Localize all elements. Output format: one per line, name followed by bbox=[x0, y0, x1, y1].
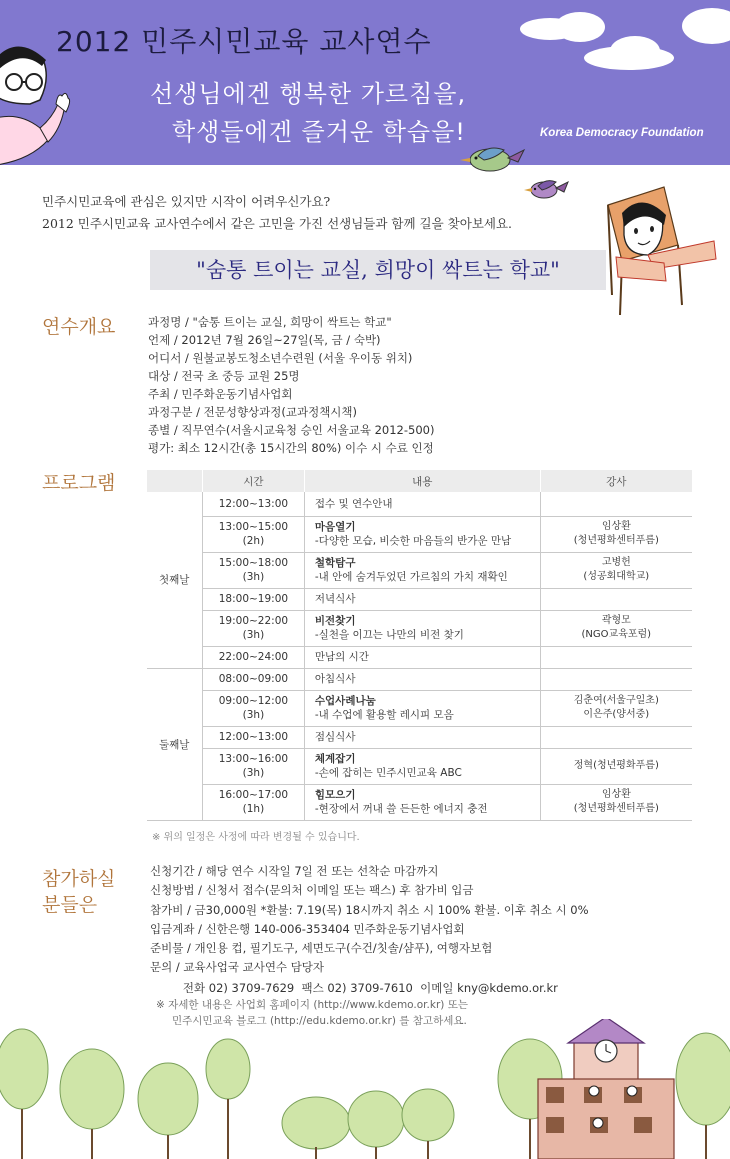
column-header-lecturer: 강사 bbox=[540, 470, 692, 492]
overview-line: 평가: 최소 12시간(총 15시간의 80%) 이수 시 수료 인정 bbox=[148, 441, 434, 455]
theme-quote: "숨통 트이는 교실, 희망이 싹트는 학교" bbox=[150, 250, 606, 290]
time-cell: 13:00~16:00 (3h) bbox=[202, 748, 304, 784]
slogan-line-1: 선생님에겐 행복한 가르침을, bbox=[150, 80, 467, 108]
participants-details bbox=[150, 862, 589, 998]
cloud-illustration bbox=[555, 12, 605, 42]
student-at-desk-illustration bbox=[604, 185, 724, 325]
content-cell: 수업사례나눔 -내 수업에 활용할 레시피 모음 bbox=[304, 690, 540, 726]
lecturer-cell bbox=[540, 646, 692, 668]
table-row bbox=[147, 668, 693, 690]
lecturer-cell bbox=[540, 588, 692, 610]
page-title: 2012 민주시민교육 교사연수 bbox=[56, 25, 432, 58]
table-row bbox=[147, 516, 693, 552]
lecturer-cell: 곽형모 (NGO교육포럼) bbox=[540, 610, 692, 646]
lecturer-cell: 임상환 (청년평화센터푸름) bbox=[540, 516, 692, 552]
content-cell: 저녁식사 bbox=[304, 588, 540, 610]
overview-line: 과정명 / "숨통 트이는 교실, 희망이 싹트는 학교" bbox=[148, 315, 392, 329]
content-cell: 아침식사 bbox=[304, 668, 540, 690]
overview-line: 언제 / 2012년 7월 26일~27일(목, 금 / 숙박) bbox=[148, 333, 381, 347]
participants-line: 문의 / 교육사업국 교사연수 담당자 bbox=[150, 960, 325, 975]
cloud-illustration bbox=[610, 36, 660, 66]
content-cell: 마음열기 -다양한 모습, 비슷한 마음들의 반가운 만남 bbox=[304, 516, 540, 552]
header-banner bbox=[0, 0, 730, 165]
overview-line: 과정구분 / 전문성향상과정(교과정책시책) bbox=[148, 405, 358, 419]
lecturer-cell: 정혁(청년평화푸름) bbox=[540, 748, 692, 784]
day-label: 둘째날 bbox=[147, 668, 203, 820]
cloud-illustration bbox=[682, 8, 730, 44]
time-cell: 16:00~17:00 (1h) bbox=[202, 784, 304, 820]
lecturer-cell: 김춘여(서울구일초) 이은주(양서중) bbox=[540, 690, 692, 726]
bird-illustration bbox=[522, 176, 570, 206]
content-cell: 점심식사 bbox=[304, 726, 540, 748]
time-cell: 08:00~09:00 bbox=[202, 668, 304, 690]
table-row bbox=[147, 646, 693, 668]
slogan-line-2: 학생들에겐 즐거운 학습을! bbox=[172, 118, 466, 146]
time-cell: 09:00~12:00 (3h) bbox=[202, 690, 304, 726]
lecturer-cell bbox=[540, 726, 692, 748]
content-cell: 만남의 시간 bbox=[304, 646, 540, 668]
time-cell: 22:00~24:00 bbox=[202, 646, 304, 668]
contact-line: 전화 02) 3709-7629 팩스 02) 3709-7610 이메일 kny@kdemo.or.kr bbox=[150, 980, 558, 995]
participants-heading-line-2: 분들은 bbox=[42, 894, 98, 916]
table-row bbox=[147, 610, 693, 646]
participants-line: 준비물 / 개인용 컵, 필기도구, 세면도구(수건/칫솔/샴푸), 여행자보험 bbox=[150, 941, 493, 956]
brand-logo-text: Korea Democracy Foundation bbox=[540, 127, 704, 139]
lecturer-cell: 임상환 (청년평화센터푸름) bbox=[540, 784, 692, 820]
overview-details bbox=[148, 313, 434, 457]
day-label: 첫째날 bbox=[147, 492, 203, 668]
table-row bbox=[147, 588, 693, 610]
intro-line-1: 민주시민교육에 관심은 있지만 시작이 어려우신가요? bbox=[42, 194, 331, 209]
table-row bbox=[147, 552, 693, 588]
overview-heading: 연수개요 bbox=[42, 316, 116, 338]
lecturer-cell bbox=[540, 492, 692, 516]
participants-heading-line-1: 참가하실 bbox=[42, 868, 116, 890]
overview-line: 주최 / 민주화운동기념사업회 bbox=[148, 387, 293, 401]
footer-note-line-1: ※ 자세한 내용은 사업회 홈페이지 (http://www.kdemo.or.kr) 또는 bbox=[156, 999, 468, 1011]
intro-line-2: 2012 민주시민교육 교사연수에서 같은 고민을 가진 선생님들과 함께 길을 찾아보세요. bbox=[42, 216, 513, 231]
column-header-time: 시간 bbox=[202, 470, 304, 492]
time-cell: 12:00~13:00 bbox=[202, 726, 304, 748]
participants-line: 신청기간 / 해당 연수 시작일 7일 전 또는 선착순 마감까지 bbox=[150, 864, 439, 878]
overview-line: 어디서 / 원불교봉도청소년수련원 (서울 우이동 위치) bbox=[148, 351, 413, 365]
time-cell: 12:00~13:00 bbox=[202, 492, 304, 516]
participants-heading bbox=[42, 866, 115, 918]
participants-line: 입금계좌 / 신한은행 140-006-353404 민주화운동기념사업회 bbox=[150, 921, 465, 936]
table-row bbox=[147, 690, 693, 726]
lecturer-cell bbox=[540, 668, 692, 690]
program-schedule-table bbox=[146, 470, 692, 821]
content-cell: 접수 및 연수안내 bbox=[304, 492, 540, 516]
table-row bbox=[147, 784, 693, 820]
participants-line: 참가비 / 금30,000원 *환불: 7.19(목) 18시까지 취소 시 100% 환불. 이후 취소 시 0% bbox=[150, 902, 589, 917]
table-header-row bbox=[147, 470, 693, 492]
column-header-day bbox=[147, 470, 203, 492]
participants-line: 신청방법 / 신청서 접수(문의처 이메일 또는 팩스) 후 참가비 입금 bbox=[150, 883, 474, 898]
lecturer-cell: 고병헌 (성공회대학교) bbox=[540, 552, 692, 588]
table-row bbox=[147, 492, 693, 516]
column-header-content: 내용 bbox=[304, 470, 540, 492]
table-row bbox=[147, 726, 693, 748]
content-cell: 체계잡기 -손에 잡히는 민주시민교육 ABC bbox=[304, 748, 540, 784]
time-cell: 13:00~15:00 (2h) bbox=[202, 516, 304, 552]
time-cell: 19:00~22:00 (3h) bbox=[202, 610, 304, 646]
program-heading: 프로그램 bbox=[42, 472, 116, 494]
content-cell: 철학탐구 -내 안에 숨겨두었던 가르침의 가치 재확인 bbox=[304, 552, 540, 588]
schedule-note: ※ 위의 일정은 사정에 따라 변경될 수 있습니다. bbox=[152, 832, 360, 843]
bird-illustration bbox=[458, 140, 528, 180]
footer-note-line-2: 민주시민교육 블로그 (http://edu.kdemo.or.kr) 를 참고하세요. bbox=[172, 1015, 467, 1027]
overview-line: 종별 / 직무연수(서울시교육청 승인 서울교육 2012-500) bbox=[148, 423, 435, 437]
content-cell: 힘모으기 -현장에서 꺼내 쓸 든든한 에너지 충전 bbox=[304, 784, 540, 820]
table-row bbox=[147, 748, 693, 784]
content-cell: 비전찾기 -실천을 이끄는 나만의 비전 찾기 bbox=[304, 610, 540, 646]
trees-and-school-illustration bbox=[0, 1019, 730, 1159]
time-cell: 15:00~18:00 (3h) bbox=[202, 552, 304, 588]
overview-line: 대상 / 전국 초 중등 교원 25명 bbox=[148, 369, 300, 383]
time-cell: 18:00~19:00 bbox=[202, 588, 304, 610]
